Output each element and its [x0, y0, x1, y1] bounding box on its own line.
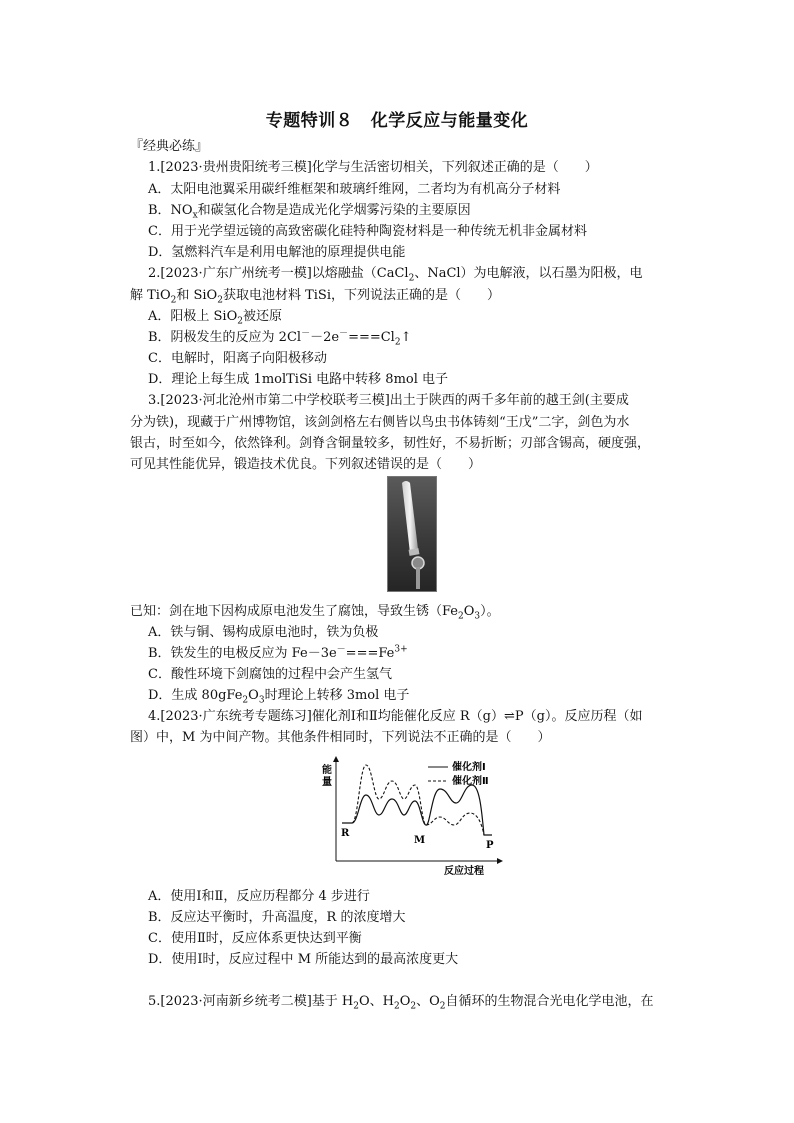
q3-stem-line4: 可见其性能优异，锻造技术优良。下列叙述错误的是（ ）	[130, 457, 482, 472]
q3-stem-line2: 分为铁)，现藏于广州博物馆，该剑剑格左右侧皆以鸟虫书体铸刻“王戊”二字，剑色为水	[130, 415, 630, 430]
q3-option-b: B．铁发生的电极反应为 $Fe-3e^-===Fe^{3+}$	[148, 644, 408, 661]
q2-option-c: C．电解时，阳离子向阳极移动	[148, 351, 327, 366]
point-label-r: R	[341, 828, 350, 839]
q3-stem-line3: 银古，时至如今，依然锋利。剑脊含铜量较多，韧性好，不易折断；刃部含锡高，硬度强，	[130, 436, 651, 451]
section-heading: 『经典必练』	[130, 139, 209, 154]
q3-known-note: 已知：剑在地下因构成原电池发生了腐蚀，导致生锈$(Fe_2O_3)$。	[130, 604, 500, 622]
q2-option-a: A．阳极上 SiO$_2$被还原	[148, 309, 282, 327]
series-catalyst-1-line	[342, 785, 492, 835]
q1-option-a: A．太阳电池翼采用碳纤维框架和玻璃纤维网，二者均为有机高分子材料	[148, 182, 561, 197]
x-axis-label: 反应过程	[444, 866, 484, 877]
point-label-p: P	[486, 840, 494, 851]
sword-photo	[387, 476, 437, 592]
energy-profile-chart	[314, 755, 504, 877]
y-axis-label-bottom: 量	[322, 777, 332, 788]
q4-stem-line2: 图）中，M 为中间产物。其他条件相同时，下列说法不正确的是（ ）	[130, 730, 551, 745]
y-axis-label-top: 能	[322, 765, 332, 776]
q1-option-d: D．氢燃料汽车是利用电解池的原理提供电能	[148, 245, 406, 260]
q1-option-b: B．$NO_x$和碳氢化合物是造成光化学烟雾污染的主要原因	[148, 203, 471, 221]
page-title: 专题特训８ 化学反应与能量变化	[265, 111, 529, 131]
q5-stem-line1: 5.[2023·河南新乡统考二模]基于 $H_2O$、$H_2O_2$、$O_2$自循环的生物混合光电化学电池，在	[148, 994, 654, 1012]
q4-stem-line1: 4.[2023·广东统考专题练习]催化剂Ⅰ和Ⅱ均能催化反应 R（g）⇌P（g）。反应历程（如	[148, 709, 643, 724]
q4-option-a: A．使用Ⅰ和Ⅱ，反应历程都分 4 步进行	[148, 889, 370, 904]
x-axis-arrow-icon	[497, 858, 503, 864]
sword-image-icon	[388, 477, 436, 591]
q2-option-d: D．理论上每生成 1molTiSi 电路中转移 8mol 电子	[148, 372, 449, 387]
q3-option-d: D．生成 $80gFe_2O_3$时理论上转移 3mol 电子	[148, 688, 410, 706]
y-axis-arrow-icon	[333, 756, 339, 762]
q2-option-b: B．阴极发生的反应为 $2Cl^--2e^-===Cl_2↑$	[148, 328, 412, 348]
q3-stem-line1: 3.[2023·河北沧州市第二中学校联考三模]出土于陕西的两千多年前的越王剑(主要成	[148, 393, 629, 408]
point-label-m: M	[414, 835, 426, 846]
legend-catalyst-2: 催化剂Ⅱ	[452, 776, 489, 787]
q4-option-b: B．反应达平衡时，升高温度，R 的浓度增大	[148, 910, 406, 925]
q1-option-c: C．用于光学望远镜的高致密碳化硅特种陶瓷材料是一种传统无机非金属材料	[148, 224, 587, 239]
q3-option-a: A．铁与铜、锡构成原电池时，铁为负极	[148, 625, 379, 640]
q2-stem-line1: 2.[2023·广东广州统考一模]以熔融盐（CaCl$_2$、NaCl）为电解液，以石墨为阳极，电	[148, 266, 643, 284]
legend-catalyst-1: 催化剂Ⅰ	[452, 762, 486, 773]
q3-option-c: C．酸性环境下剑腐蚀的过程中会产生氢气	[148, 667, 392, 682]
q2-stem-line2: 解 TiO$_2$和 SiO$_2$获取电池材料 TiSi，下列说法正确的是（ ）	[130, 288, 500, 306]
q4-option-c: C．使用Ⅱ时，反应体系更快达到平衡	[148, 931, 362, 946]
q4-option-d: D．使用Ⅰ时，反应过程中 M 所能达到的最高浓度更大	[148, 952, 459, 967]
q1-stem: 1.[2023·贵州贵阳统考三模]化学与生活密切相关，下列叙述正确的是（ ）	[148, 160, 598, 175]
